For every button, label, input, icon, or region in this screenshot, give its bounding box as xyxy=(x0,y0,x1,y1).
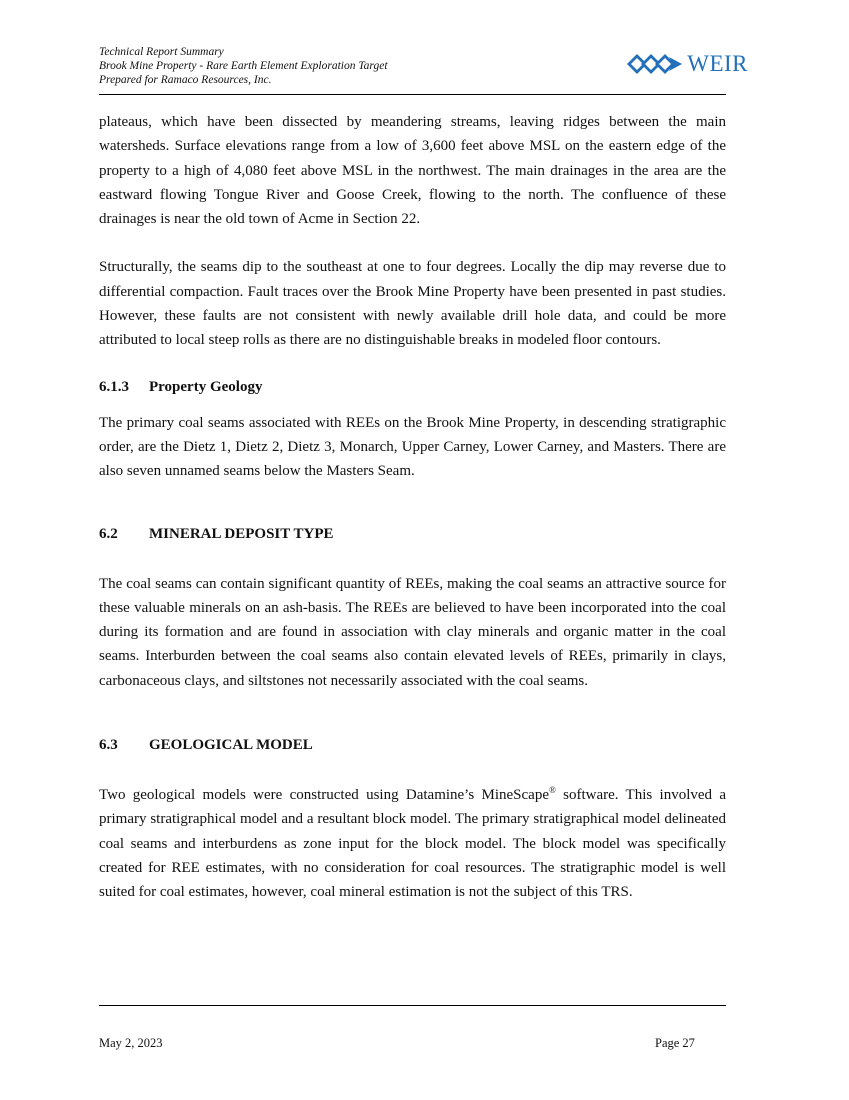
footer-page-number: Page 27 xyxy=(655,1036,695,1050)
logo-wordmark: WEIR xyxy=(687,51,748,76)
footer-date: May 2, 2023 xyxy=(99,1036,163,1050)
section-title: Property Geology xyxy=(149,378,263,395)
header-text xyxy=(99,45,388,87)
header-line-report-type: Technical Report Summary xyxy=(99,46,224,58)
paragraph-topography: plateaus, which have been dissected by meandering streams, leaving ridges between the main watersheds. Surface elevations range from a low of 3,600 feet above MSL on the eastern edge of the property to a high of 4,080 feet above MSL in the northwest. The main drainages in the area are the eastward flowing Tongue River and Goose Creek, flowing to the north. The confluence of these drainages is near the old town of Acme in Section 22. xyxy=(99,114,726,228)
paragraph-text-end: software. This involved a primary stratigraphical model and a resultant block model. The primary stratigraphical model delineated coal seams and interburdens as zone input for the block model. The block model was specifically created for REE estimates, with no consideration for coal resources. The stratigraphic model is well suited for coal estimates, however, coal mineral estimation is not the subject of this TRS. xyxy=(99,787,726,901)
page-header xyxy=(99,45,748,95)
section-number: 6.3 xyxy=(99,737,118,754)
section-heading-property-geology xyxy=(99,377,726,397)
registered-mark: ® xyxy=(548,785,556,796)
section-title: MINERAL DEPOSIT TYPE xyxy=(149,525,334,542)
paragraph-geological-model xyxy=(99,783,726,904)
footer-divider xyxy=(99,1005,726,1006)
paragraph-mineral-deposit: The coal seams can contain significant quantity of REEs, making the coal seams an attractive source for these valuable minerals on an ash-basis. The REEs are believed to have been incorporated into the coal during its formation and are found in association with clay minerals and organic matter in the coal seams. Interburden between the coal seams also contain elevated levels of REEs, primarily in clays, carbonaceous clays, and siltstones not necessarily associated with the coal seams. xyxy=(99,575,726,689)
page-content xyxy=(99,110,726,905)
section-number: 6.1.3 xyxy=(99,378,129,395)
weir-logo xyxy=(627,51,748,77)
section-heading-mineral-deposit-type xyxy=(99,524,726,544)
header-line-report-title: Brook Mine Property - Rare Earth Element Exploration Target xyxy=(99,60,388,72)
section-heading-geological-model xyxy=(99,735,726,755)
paragraph-structure: Structurally, the seams dip to the southeast at one to four degrees. Locally the dip may reverse due to differential compaction. Fault traces over the Brook Mine Property have been presented in past studies. However, these faults are not consistent with newly available drill hole data, and could be more attributed to local steep rolls as there are no distinguishable breaks in modeled floor contours. xyxy=(99,259,726,349)
paragraph-property-geology: The primary coal seams associated with REEs on the Brook Mine Property, in descending stratigraphic order, are the Dietz 1, Dietz 2, Dietz 3, Monarch, Upper Carney, Lower Carney, and Masters. There are also seven unnamed seams below the Masters Seam. xyxy=(99,414,726,480)
paragraph-text-start: Two geological models were constructed using Datamine’s MineScape xyxy=(99,787,549,804)
section-number: 6.2 xyxy=(99,525,118,542)
section-title: GEOLOGICAL MODEL xyxy=(149,737,313,754)
header-line-prepared-for: Prepared for Ramaco Resources, Inc. xyxy=(99,74,272,86)
weir-chevron-icon xyxy=(627,53,685,75)
